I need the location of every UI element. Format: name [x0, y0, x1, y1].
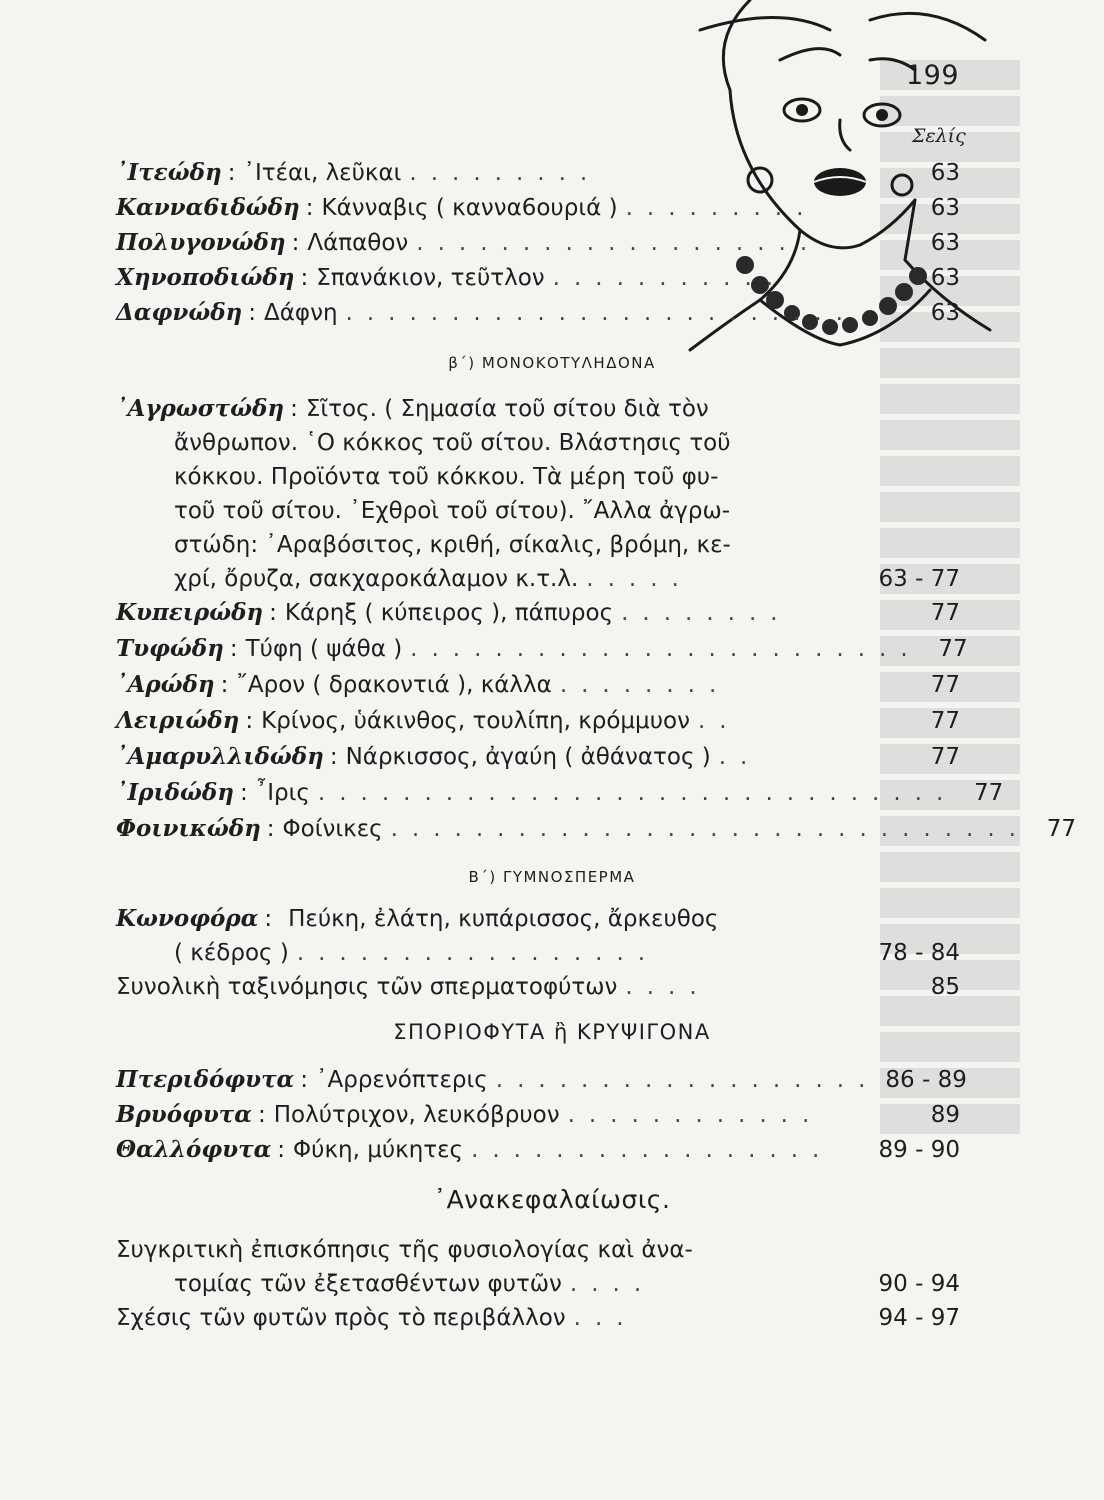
entry-desc: Σχέσις τῶν φυτῶν πρὸς τὸ περιβάλλον	[116, 1305, 566, 1331]
entry-separator: :	[329, 744, 338, 770]
leader-dots: ........	[559, 672, 731, 698]
entry-term: Πολυγονώδη	[116, 229, 286, 256]
entry-term: Φοινικώδη	[116, 815, 261, 842]
toc-entry-konofora	[116, 902, 960, 970]
entry-pages: 77	[930, 744, 960, 770]
entry-desc: Φύκη, μύκητες	[293, 1137, 464, 1163]
leader-dots: ............	[567, 1102, 824, 1128]
entry-pages: 89 - 90	[878, 1137, 960, 1163]
toc-entry	[116, 261, 960, 295]
entry-separator: :	[266, 816, 275, 842]
entry-desc: Κάρηξ ( κύπειρος ), πάπυρος	[284, 600, 614, 626]
toc-entry	[116, 596, 960, 630]
entry-pages: 63	[930, 265, 960, 291]
toc-entry	[116, 704, 960, 738]
entry-desc-line: χρί, ὄρυζα, σακχαροκάλαμον κ.τ.λ.	[174, 566, 579, 592]
entry-separator: :	[300, 1067, 308, 1093]
toc-entry	[116, 740, 960, 774]
entry-separator: :	[291, 230, 300, 256]
entry-pages: 63 - 77	[878, 566, 960, 592]
entry-pages: 77	[930, 672, 960, 698]
entry-desc: Λάπαθον	[307, 230, 409, 256]
entry-desc-line: Πεύκη, ἐλάτη, κυπάρισσος, ἄρκευθος	[288, 906, 719, 932]
leader-dots: .........	[625, 195, 818, 221]
entry-separator: :	[305, 195, 314, 221]
toc-entry-agrostodi	[116, 392, 960, 596]
section-heading-monocots: β΄) ΜΟΝΟΚΟΤΥΛΗΔΟΝΑ	[448, 354, 656, 372]
entry-desc-line: Σῖτος. ( Σημασία τοῦ σίτου διὰ τὸν	[305, 396, 709, 422]
entry-desc: Συνολικὴ ταξινόμησις τῶν σπερματοφύτων	[116, 974, 618, 1000]
entry-desc: ῎Αρον ( δρακοντιά ), κάλλα	[236, 672, 552, 698]
entry-desc: Φοίνικες	[282, 816, 383, 842]
section-heading-sporophyta: ΣΠΟΡΙΟΦΥΤΑ ἢ ΚΡΥΨΙΓΟΝΑ	[393, 1020, 711, 1044]
entry-term: Δαφνώδη	[116, 299, 243, 326]
toc-entry	[116, 191, 960, 225]
recap-title: ᾿Ανακεφαλαίωσις.	[433, 1185, 671, 1214]
entry-desc-line: ἄνθρωπον. ῾Ο κόκκος τοῦ σίτου. Βλάστησις τοῦ	[174, 430, 731, 456]
entry-term: ᾿Αμαρυλλιδώδη	[116, 743, 324, 770]
toc-entry	[116, 1063, 967, 1097]
section-heading-gymnosperms: Β΄) ΓΥΜΝΟΣΠΕΡΜΑ	[468, 868, 636, 886]
entry-desc: Τύφη ( ψάθα )	[245, 636, 403, 662]
entry-desc: Σπανάκιον, τεῦτλον	[316, 265, 545, 291]
toc-entry	[116, 812, 1076, 846]
page-number: 199	[906, 60, 960, 91]
entry-desc-line: ( κέδρος )	[174, 940, 289, 966]
entry-pages: 77	[938, 636, 968, 662]
entry-desc-line: κόκκου. Προϊόντα τοῦ κόκκου. Τὰ μέρη τοῦ φυ-	[174, 464, 719, 490]
toc-entry	[116, 776, 1004, 810]
leader-dots: ........	[621, 600, 792, 626]
entry-term: Τυφώδη	[116, 635, 224, 662]
leader-dots: ....	[625, 974, 711, 1000]
entry-pages: 85	[930, 974, 960, 1000]
entry-term: Κωνοφόρα	[116, 905, 259, 932]
toc-entry-synkritiki	[116, 1233, 960, 1301]
entry-pages: 63	[930, 230, 960, 256]
entry-separator: :	[248, 300, 257, 326]
entry-pages: 94 - 97	[878, 1305, 960, 1331]
toc-entry	[116, 156, 960, 190]
entry-pages: 77	[973, 780, 1004, 806]
leader-dots: .....	[586, 566, 693, 592]
toc-entry	[116, 632, 968, 666]
entry-pages: 77	[930, 600, 960, 626]
leader-dots: ..............................	[390, 816, 1030, 842]
toc-entry	[116, 1098, 960, 1132]
toc-entry	[116, 1133, 960, 1167]
toc-entry	[116, 668, 960, 702]
leader-dots: ....	[569, 1271, 656, 1297]
leader-dots: ..	[697, 708, 741, 734]
entry-pages: 90 - 94	[878, 1271, 960, 1297]
entry-separator: :	[269, 600, 277, 626]
entry-pages: 63	[930, 300, 960, 326]
leader-dots: ...................	[416, 230, 822, 256]
entry-term: Καννα6ιδώδη	[116, 194, 300, 221]
leader-dots: ........................	[410, 636, 922, 662]
entry-pages: 89	[930, 1102, 960, 1128]
entry-desc-line: Συγκριτικὴ ἐπισκόπησις τῆς φυσιολογίας καὶ ἀνα-	[116, 1237, 693, 1263]
entry-separator: :	[300, 265, 309, 291]
toc-entry-sxesis	[116, 1301, 960, 1335]
entry-separator: :	[240, 780, 248, 806]
toc-entry-synoliki	[116, 970, 960, 1004]
entry-desc: ᾿Αρρενόπτερις	[316, 1067, 488, 1093]
toc-entry	[116, 226, 960, 260]
entry-term: ᾿Ιτεώδη	[116, 159, 222, 186]
leader-dots: ...........	[552, 265, 788, 291]
entry-term: Βρυόφυτα	[116, 1101, 252, 1128]
entry-desc: Κρίνος, ὑάκινθος, τουλίπη, κρόμμυον	[261, 708, 690, 734]
entry-separator: :	[264, 906, 273, 932]
entry-pages: 78 - 84	[878, 940, 960, 966]
entry-separator: :	[227, 160, 236, 186]
page-ref-header: Σελίς	[912, 125, 966, 147]
leader-dots: .................	[471, 1137, 834, 1163]
entry-term: ᾿Αρώδη	[116, 671, 215, 698]
entry-separator: :	[229, 636, 238, 662]
entry-desc: Δάφνη	[264, 300, 338, 326]
leader-dots: ..	[718, 744, 762, 770]
entry-desc: Πολύτριχον, λευκόβρυον	[273, 1102, 560, 1128]
leader-dots: ........................	[345, 300, 857, 326]
leader-dots: .................	[296, 940, 660, 966]
entry-desc-line: στώδη: ᾿Αραβόσιτος, κριθή, σίκαλις, βρόμη, κε-	[174, 532, 731, 558]
entry-term: Χηνοποδιώδη	[116, 264, 295, 291]
entry-term: Λειριώδη	[116, 707, 240, 734]
leader-dots: ..................	[495, 1067, 880, 1093]
leader-dots: .........	[409, 160, 602, 186]
entry-separator: :	[290, 396, 298, 422]
entry-pages: 77	[930, 708, 960, 734]
entry-desc: Νάρκισσος, ἀγαύη ( ἀθάνατος )	[345, 744, 711, 770]
entry-separator: :	[220, 672, 229, 698]
toc-entry	[116, 296, 960, 330]
entry-desc-line: τοῦ τοῦ σίτου. ᾿Εχθροὶ τοῦ σίτου). ῎Αλλα ἀγρω-	[174, 498, 731, 524]
entry-separator: :	[245, 708, 254, 734]
entry-term: Κυπειρώδη	[116, 599, 264, 626]
entry-pages: 77	[1046, 816, 1076, 842]
entry-pages: 63	[930, 160, 960, 186]
entry-desc: ῏Ιρις	[255, 780, 310, 806]
entry-separator: :	[277, 1137, 286, 1163]
entry-desc: Κάνναβις ( καννα6ουριά )	[321, 195, 618, 221]
entry-pages: 86 - 89	[885, 1067, 967, 1093]
leader-dots: ...	[573, 1305, 638, 1331]
entry-pages: 63	[930, 195, 960, 221]
entry-term: ᾿Ιριδώδη	[116, 779, 234, 806]
entry-term: ᾿Αγρωστώδη	[116, 395, 285, 422]
entry-term: Πτεριδόφυτα	[116, 1066, 295, 1093]
entry-term: Θαλλόφυτα	[116, 1136, 272, 1163]
entry-desc-line: τομίας τῶν ἐξετασθέντων φυτῶν	[174, 1271, 562, 1297]
leader-dots: ..............................	[317, 780, 958, 806]
entry-separator: :	[257, 1102, 266, 1128]
entry-desc: ᾿Ιτέαι, λεῦκαι	[243, 160, 402, 186]
